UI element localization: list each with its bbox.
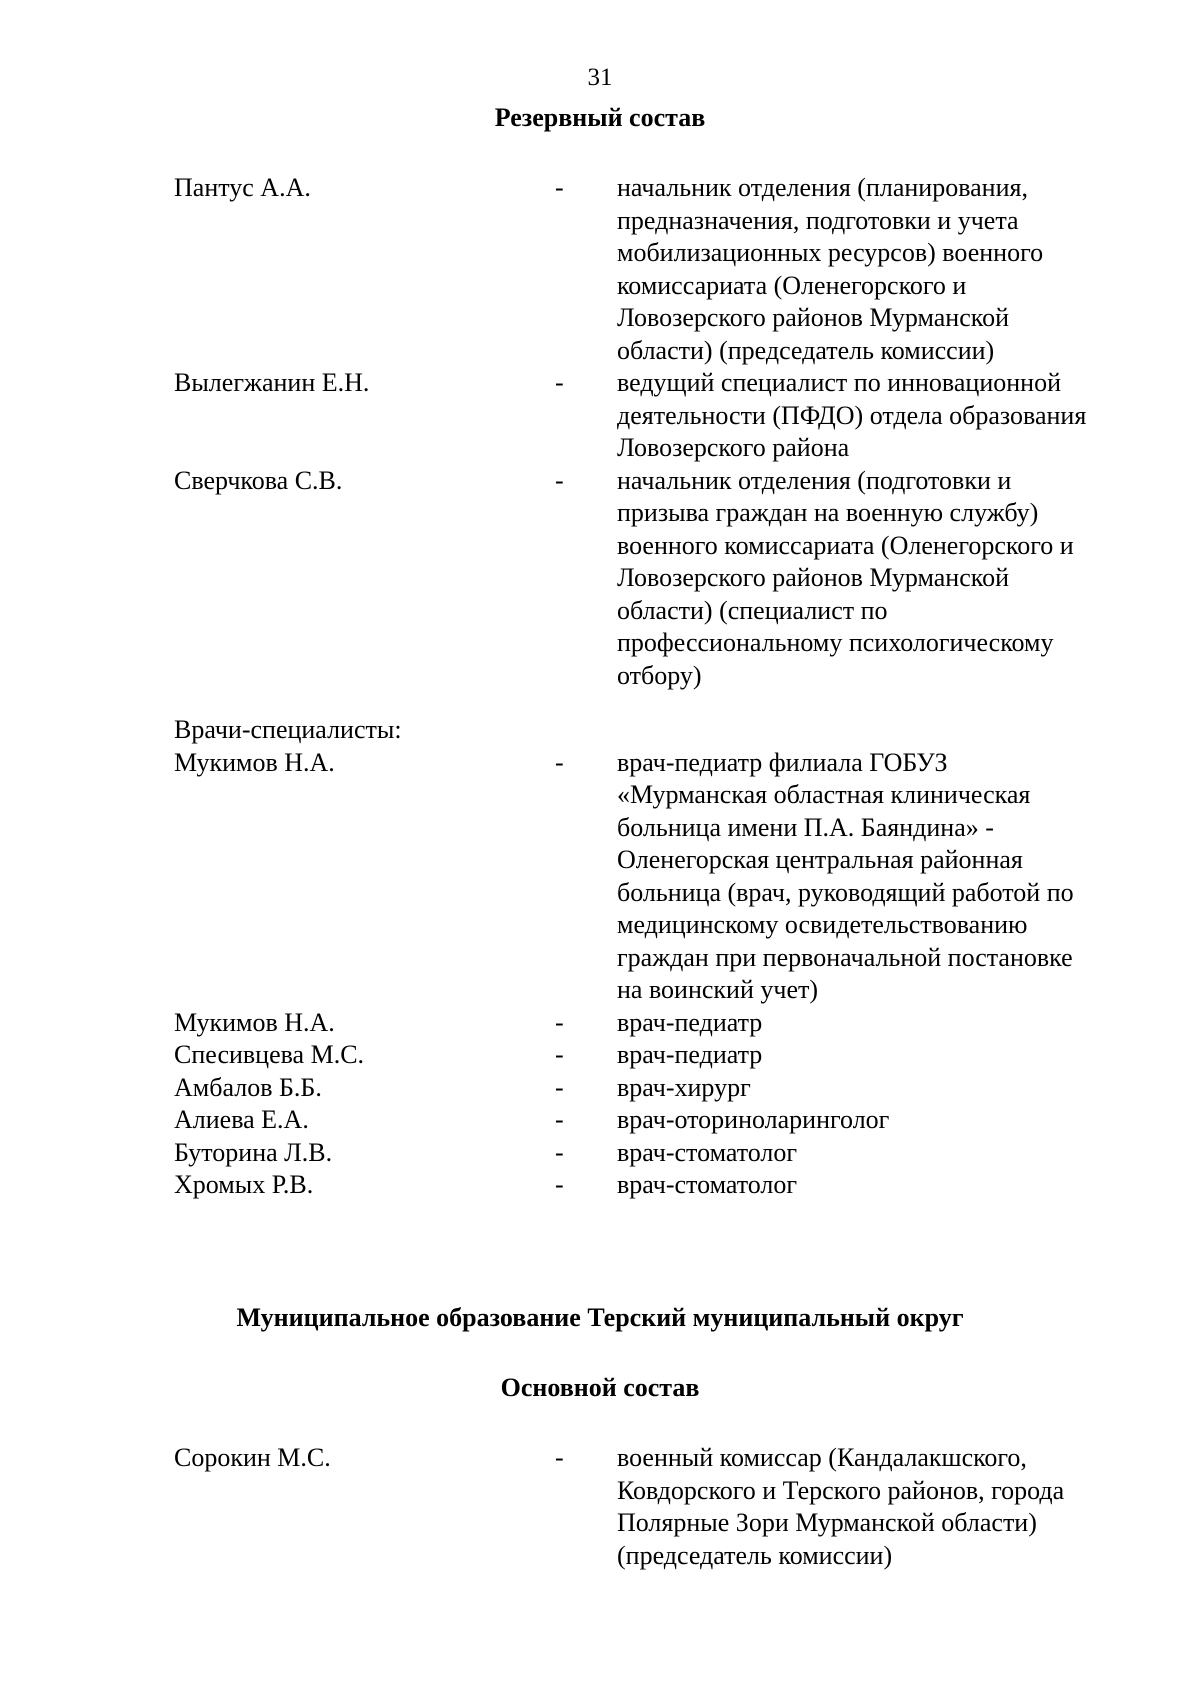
member-row	[0, 1442, 1200, 1572]
member-role: ведущий специалист по инновационной деятельности (ПФДО) отдела образования Ловозерского района	[617, 368, 1087, 462]
doctor-role: врач-хирург	[617, 1072, 751, 1102]
member-name: Сверчкова С.В.	[174, 465, 343, 495]
member-row	[0, 172, 1200, 367]
doctor-name: Хромых Р.В.	[174, 1170, 314, 1199]
doctor-role: врач-оториноларинголог	[617, 1105, 890, 1134]
doctor-dash: -	[555, 1105, 564, 1134]
doctor-role: врач-стоматолог	[617, 1137, 798, 1167]
doctor-name: Алиева Е.А.	[174, 1105, 309, 1134]
member-role: начальник отделения (планирования, предназначения, подготовки и учета мобилизационных ресурсов) военного комиссариата (Оленегорского и Ловозерского районов Мурманской области) (председатель комиссии)	[617, 173, 1044, 365]
member-row	[0, 465, 1200, 693]
member-role: военный комиссар (Кандалакшского, Ковдорского и Терского районов, города Полярные Зори Мурманской области) (председатель комиссии)	[617, 1443, 1065, 1570]
doctors-label: Врачи-специалисты:	[174, 715, 402, 744]
member-row	[0, 367, 1200, 465]
municipality-title: Муниципальное образование Терский муниципальный округ	[236, 1303, 964, 1332]
doctor-row	[0, 1202, 1200, 1235]
member-name: Пантус А.А.	[174, 173, 311, 202]
doctor-row	[0, 1137, 1200, 1170]
doctor-row	[0, 1039, 1200, 1072]
doctor-row	[0, 1104, 1200, 1137]
main-section-title: Основной состав	[500, 1373, 700, 1402]
member-name: Сорокин М.С.	[174, 1443, 331, 1472]
doctor-row	[0, 747, 1200, 1007]
doctor-dash: -	[555, 1007, 564, 1037]
doctor-dash: -	[555, 1040, 564, 1069]
doctor-dash: -	[555, 1170, 564, 1199]
doctor-name: Буторина Л.В.	[174, 1137, 333, 1167]
reserve-members-list	[0, 172, 1200, 692]
doctor-name: Спесивцева М.С.	[174, 1040, 365, 1069]
doctor-role: врач-педиатр	[617, 1040, 763, 1069]
doctor-role: врач-педиатр филиала ГОБУЗ «Мурманская областная клиническая больница имени П.А. Баяндина» - Оленегорская центральная районная больница (врач, руководящий работой по медицинскому освидетельствованию граждан при первоначальной постановке на воинский учет)	[617, 747, 1074, 1004]
doctor-name: Мукимов Н.А.	[174, 1007, 335, 1037]
doctor-dash: -	[555, 1137, 564, 1167]
page-number: 31	[587, 64, 613, 91]
main-members-list	[0, 1442, 1200, 1572]
doctor-dash: -	[555, 1072, 564, 1102]
doctor-role: врач-стоматолог	[617, 1170, 798, 1199]
member-dash: -	[555, 465, 564, 495]
doctor-row	[0, 1072, 1200, 1105]
doctor-role: врач-педиатр	[617, 1007, 763, 1037]
doctor-name: Мукимов Н.А.	[174, 747, 335, 777]
member-name: Вылегжанин Е.Н.	[174, 368, 370, 397]
member-dash: -	[555, 173, 564, 202]
doctor-row	[0, 1007, 1200, 1040]
doctors-block	[0, 714, 1200, 1234]
member-dash: -	[555, 368, 564, 397]
member-role: начальник отделения (подготовки и призыва граждан на военную службу) военного комиссариата (Оленегорского и Ловозерского районов Мурманской области) (специалист по профессиональному психологическому отбору)	[617, 465, 1074, 690]
member-dash: -	[555, 1443, 564, 1472]
doctor-dash: -	[555, 747, 564, 777]
reserve-section-title: Резервный состав	[494, 103, 706, 132]
doctor-name: Амбалов Б.Б.	[174, 1072, 322, 1102]
doctor-row	[0, 1169, 1200, 1202]
